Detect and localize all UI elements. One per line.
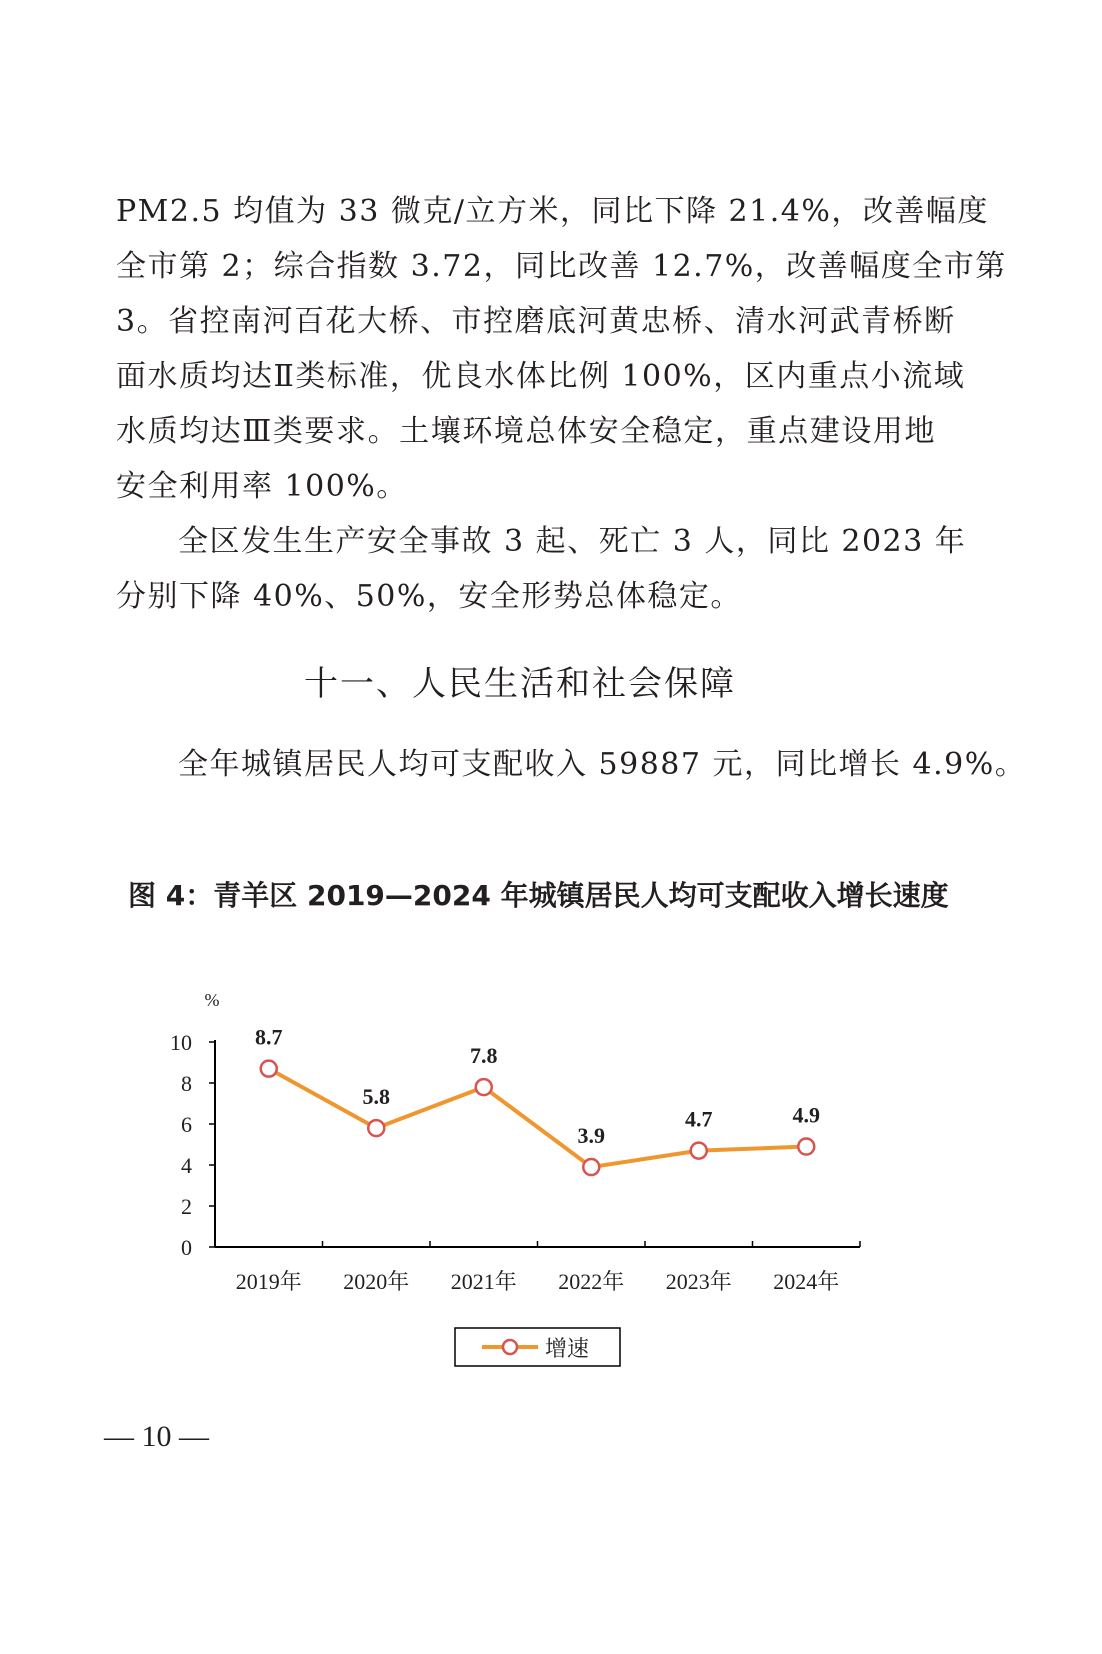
text-line: PM2.5 均值为 33 微克/立方米，同比下降 21.4%，改善幅度 [116,194,989,229]
paragraph-environment [116,192,1007,522]
text-line: 分别下降 40%、50%，安全形势总体稳定。 [116,579,742,614]
y-tick-label: 6 [181,1112,192,1137]
x-tick-label: 2021年 [450,1269,517,1294]
data-point [583,1159,599,1175]
data-label: 4.7 [685,1106,713,1132]
line-chart [0,960,1102,1400]
y-tick-label: 0 [181,1235,192,1260]
legend-marker-swatch [503,1340,517,1354]
text-line: 面水质均达Ⅱ类标准，优良水体比例 100%，区内重点小流域 [116,359,966,394]
text-line: 全年城镇居民人均可支配收入 59887 元，同比增长 4.9%。 [178,747,1027,782]
text-line: 全区发生生产安全事故 3 起、死亡 3 人，同比 2023 年 [178,524,967,559]
text-line: 水质均达Ⅲ类要求。土壤环境总体安全稳定，重点建设用地 [116,414,936,449]
data-label: 3.9 [577,1123,605,1149]
data-label: 4.9 [792,1102,820,1128]
y-tick-label: 8 [181,1071,192,1096]
text-line: 安全利用率 100%。 [116,469,408,504]
text-line: 全市第 2；综合指数 3.72，同比改善 12.7%，改善幅度全市第 [116,249,1007,284]
data-point [261,1061,277,1077]
y-tick-label: 2 [181,1194,192,1219]
x-tick-label: 2022年 [558,1269,625,1294]
series-line [269,1069,807,1167]
data-point [798,1139,814,1155]
data-label: 8.7 [255,1024,283,1050]
data-point [476,1079,492,1095]
page-number: — 10 — [104,1420,209,1453]
data-point [368,1120,384,1136]
section-heading: 十一、人民生活和社会保障 [304,664,736,704]
paragraph-safety [116,522,967,622]
x-tick-label: 2020年 [343,1269,410,1294]
legend-label: 增速 [545,1337,590,1362]
figure-title: 图 4：青羊区 2019—2024 年城镇居民人均可支配收入增长速度 [128,879,949,912]
paragraph-income [116,745,1027,790]
x-tick-label: 2023年 [665,1269,732,1294]
text-line: 3。省控南河百花大桥、市控磨底河黄忠桥、清水河武青桥断 [116,304,956,339]
data-label: 7.8 [470,1043,498,1069]
y-tick-label: 10 [170,1030,192,1055]
x-tick-label: 2019年 [235,1269,302,1294]
y-axis-label: % [204,990,220,1010]
x-tick-label: 2024年 [773,1269,840,1294]
y-tick-label: 4 [181,1153,192,1178]
data-label: 5.8 [362,1084,390,1110]
data-point [691,1143,707,1159]
